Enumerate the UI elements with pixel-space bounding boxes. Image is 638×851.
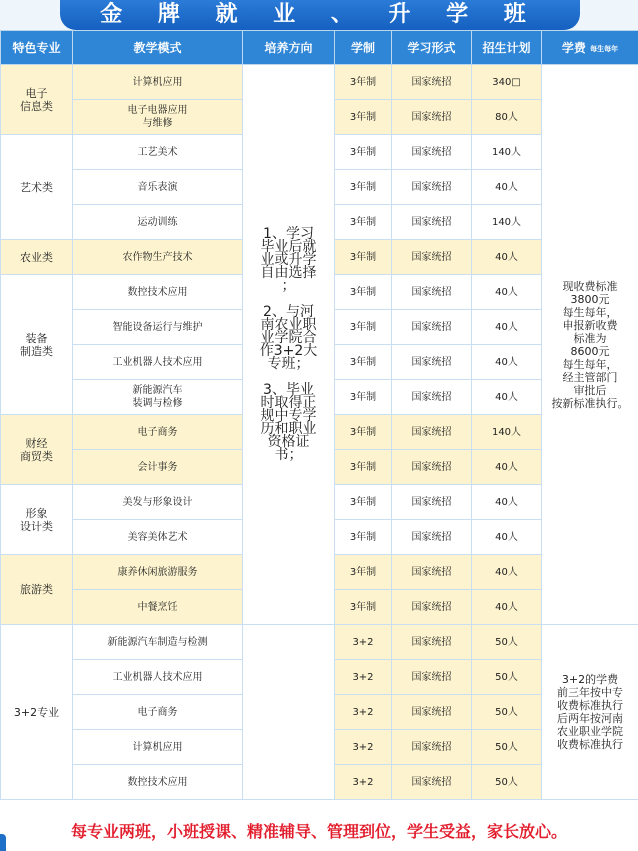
years-cell: 3年制 — [335, 450, 392, 485]
years-cell: 3+2 — [335, 730, 392, 765]
major-cell: 运动训练 — [73, 205, 243, 240]
major-cell: 会计事务 — [73, 450, 243, 485]
years-cell: 3年制 — [335, 240, 392, 275]
category-cell: 艺术类 — [1, 135, 73, 240]
major-cell: 中餐烹饪 — [73, 590, 243, 625]
form-cell: 国家统招 — [392, 380, 472, 415]
plan-cell: 50人 — [472, 695, 542, 730]
years-cell: 3年制 — [335, 135, 392, 170]
major-cell: 计算机应用 — [73, 730, 243, 765]
enrollment-table — [0, 30, 638, 800]
fee-3plus2-cell: 3+2的学费 前三年按中专 收费标准执行 后两年按河南 农业职业学院 收费标准执行 — [542, 625, 638, 800]
table-row — [1, 65, 638, 100]
plan-cell: 40人 — [472, 485, 542, 520]
form-cell: 国家统招 — [392, 485, 472, 520]
form-cell: 国家统招 — [392, 695, 472, 730]
major-cell: 计算机应用 — [73, 65, 243, 100]
years-cell: 3+2 — [335, 625, 392, 660]
form-cell: 国家统招 — [392, 100, 472, 135]
plan-cell: 40人 — [472, 240, 542, 275]
major-cell: 数控技术应用 — [73, 275, 243, 310]
major-cell: 工艺美术 — [73, 135, 243, 170]
years-cell: 3+2 — [335, 765, 392, 800]
years-cell: 3年制 — [335, 65, 392, 100]
header-form: 学习形式 — [392, 31, 472, 65]
form-cell: 国家统招 — [392, 205, 472, 240]
major-cell: 康养休闲旅游服务 — [73, 555, 243, 590]
plan-cell: 50人 — [472, 660, 542, 695]
major-cell: 数控技术应用 — [73, 765, 243, 800]
form-cell: 国家统招 — [392, 65, 472, 100]
plan-cell: 40人 — [472, 345, 542, 380]
plan-cell: 80人 — [472, 100, 542, 135]
form-cell: 国家统招 — [392, 310, 472, 345]
form-cell: 国家统招 — [392, 170, 472, 205]
major-cell: 音乐表演 — [73, 170, 243, 205]
years-cell: 3年制 — [335, 415, 392, 450]
plan-cell: 140人 — [472, 205, 542, 240]
header-plan: 招生计划 — [472, 31, 542, 65]
header-fee-note: 每生每年 — [590, 44, 619, 53]
years-cell: 3+2 — [335, 660, 392, 695]
form-cell: 国家统招 — [392, 135, 472, 170]
major-cell: 美发与形象设计 — [73, 485, 243, 520]
header-years: 学制 — [335, 31, 392, 65]
header-direction: 培养方向 — [243, 31, 335, 65]
table-row — [1, 625, 638, 660]
form-cell: 国家统招 — [392, 345, 472, 380]
category-cell: 3+2专业 — [1, 625, 73, 800]
form-cell: 国家统招 — [392, 555, 472, 590]
form-cell: 国家统招 — [392, 240, 472, 275]
years-cell: 3年制 — [335, 310, 392, 345]
major-cell: 电子商务 — [73, 695, 243, 730]
major-cell: 美容美体艺术 — [73, 520, 243, 555]
years-cell: 3年制 — [335, 380, 392, 415]
form-cell: 国家统招 — [392, 730, 472, 765]
major-cell: 新能源汽车制造与检测 — [73, 625, 243, 660]
category-cell: 农业类 — [1, 240, 73, 275]
years-cell: 3年制 — [335, 170, 392, 205]
form-cell: 国家统招 — [392, 660, 472, 695]
category-cell: 旅游类 — [1, 555, 73, 625]
major-cell: 新能源汽车 装调与检修 — [73, 380, 243, 415]
years-cell: 3年制 — [335, 520, 392, 555]
category-cell: 电子 信息类 — [1, 65, 73, 135]
years-cell: 3年制 — [335, 100, 392, 135]
years-cell: 3年制 — [335, 485, 392, 520]
plan-cell: 50人 — [472, 730, 542, 765]
major-cell: 工业机器人技术应用 — [73, 660, 243, 695]
header-teaching-mode: 教学模式 — [73, 31, 243, 65]
direction-empty-cell — [243, 625, 335, 800]
direction-cell: 1、学习 毕业后就 业或升学 自由选择 ； 2、与河 南农业职 业学院合 作3+2大 专班； 3、毕业 时取得正 规中专学 历和职业 资格证 书； — [243, 65, 335, 625]
slogan: 每专业两班，小班授课、精准辅导、管理到位，学生受益，家长放心。 — [0, 812, 638, 851]
title-bar — [0, 0, 638, 30]
plan-cell: 40人 — [472, 555, 542, 590]
major-cell: 智能设备运行与维护 — [73, 310, 243, 345]
plan-cell: 140人 — [472, 415, 542, 450]
years-cell: 3年制 — [335, 205, 392, 240]
plan-cell: 40人 — [472, 520, 542, 555]
major-cell: 电子电器应用 与维修 — [73, 100, 243, 135]
plan-cell: 50人 — [472, 625, 542, 660]
fee-cell: 现收费标准 3800元 每生每年， 申报新收费 标准为 8600元 每生每年， 经主管部门 审批后 按新标准执行。 — [542, 65, 638, 625]
page-title: 金 牌 就 业 、 升 学 班 — [60, 0, 580, 30]
years-cell: 3+2 — [335, 695, 392, 730]
years-cell: 3年制 — [335, 345, 392, 380]
header-fee — [542, 31, 638, 65]
header-fee-label: 学费 — [561, 41, 586, 55]
form-cell: 国家统招 — [392, 765, 472, 800]
form-cell: 国家统招 — [392, 625, 472, 660]
category-cell: 装备 制造类 — [1, 275, 73, 415]
major-cell: 电子商务 — [73, 415, 243, 450]
form-cell: 国家统招 — [392, 590, 472, 625]
major-cell: 工业机器人技术应用 — [73, 345, 243, 380]
plan-cell: 40人 — [472, 380, 542, 415]
major-cell: 农作物生产技术 — [73, 240, 243, 275]
years-cell: 3年制 — [335, 555, 392, 590]
years-cell: 3年制 — [335, 275, 392, 310]
plan-cell: 40人 — [472, 450, 542, 485]
plan-cell: 40人 — [472, 310, 542, 345]
plan-cell: 340□ — [472, 65, 542, 100]
form-cell: 国家统招 — [392, 415, 472, 450]
plan-cell: 40人 — [472, 170, 542, 205]
plan-cell: 50人 — [472, 765, 542, 800]
form-cell: 国家统招 — [392, 450, 472, 485]
form-cell: 国家统招 — [392, 520, 472, 555]
form-cell: 国家统招 — [392, 275, 472, 310]
header-major-category: 特色专业 — [1, 31, 73, 65]
plan-cell: 140人 — [472, 135, 542, 170]
table-header-row — [1, 31, 638, 65]
years-cell: 3年制 — [335, 590, 392, 625]
decorative-corner-tab — [0, 834, 6, 851]
category-cell: 财经 商贸类 — [1, 415, 73, 485]
category-cell: 形象 设计类 — [1, 485, 73, 555]
plan-cell: 40人 — [472, 590, 542, 625]
plan-cell: 40人 — [472, 275, 542, 310]
